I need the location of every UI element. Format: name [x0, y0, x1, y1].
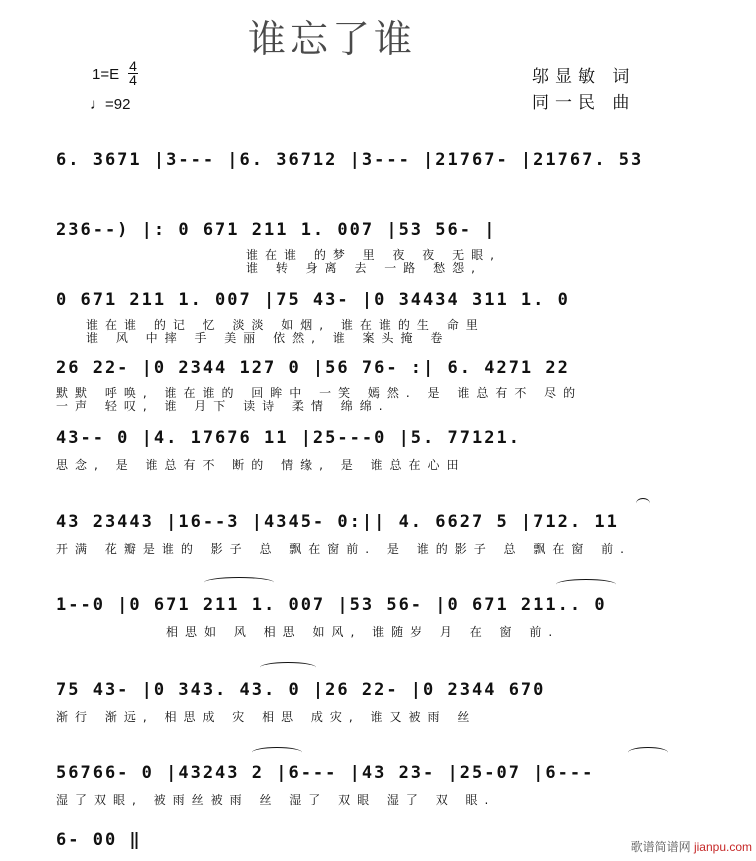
lyric-row-8: 渐行 渐远, 相思成 灾 相思 成灾, 谁又被雨 丝	[56, 710, 477, 724]
notes-row-10: 6- 00 ‖	[56, 830, 142, 850]
lyric-row-7: 相思如 风 相思 如风, 谁随岁 月 在 窗 前.	[166, 625, 560, 639]
slur-arc	[260, 662, 316, 673]
lyric-row-2-verse-2: 谁 转 身离 去 一路 愁怨,	[246, 261, 482, 275]
notes-row-4: 26 22- |0 2344 127 0 |56 76- :| 6. 4271 22	[56, 358, 570, 378]
lyric-row-9: 湿了双眼, 被雨丝被雨 丝 湿了 双眼 湿了 双 眼.	[56, 793, 496, 807]
staff-row-5	[56, 428, 700, 472]
notes-row-3: 0 671 211 1. 007 |75 43- |0 34434 311 1. 0	[56, 290, 570, 310]
slur-arc	[204, 577, 274, 588]
staff-row-8	[56, 680, 700, 724]
lyric-row-5: 思念, 是 谁总有不 断的 情缘, 是 谁总在心田	[56, 458, 466, 472]
time-signature	[128, 60, 138, 87]
notes-row-8: 75 43- |0 343. 43. 0 |26 22- |0 2344 670	[56, 680, 546, 700]
composer-credit: 同一民 曲	[532, 93, 636, 113]
lyric-row-3-verse-2: 谁 风 中摔 手 美丽 依然, 谁 案头掩 卷	[86, 331, 450, 345]
tempo-marking: ♩=92	[90, 96, 131, 113]
staff-row-9	[56, 763, 700, 807]
key-signature: 1=E	[92, 66, 120, 83]
lyricist-credit: 邬显敏 词	[532, 67, 636, 87]
time-signature-bottom: 4	[129, 72, 137, 88]
staff-row-10	[56, 830, 256, 852]
slur-arc	[556, 579, 616, 590]
staff-row-7	[56, 595, 700, 639]
staff-row-2	[56, 220, 700, 275]
staff-row-3	[56, 290, 700, 345]
slur-arc	[252, 747, 302, 758]
staff-row-1	[56, 150, 700, 172]
staff-row-4	[56, 358, 700, 413]
tie-arc	[636, 498, 650, 509]
song-title: 谁忘了谁	[248, 17, 417, 61]
time-signature-top: 4	[129, 58, 137, 74]
watermark	[631, 838, 752, 855]
staff-row-6	[56, 512, 700, 556]
lyric-row-6: 开满 花瓣是谁的 影子 总 飘在窗前. 是 谁的影子 总 飘在窗 前.	[56, 542, 631, 556]
watermark-site-url: jianpu.com	[693, 840, 752, 854]
lyric-row-4-verse-1: 默默 呼唤, 谁在谁的 回眸中 一笑 嫣然. 是 谁总有不 尽的	[56, 386, 583, 400]
watermark-site-name: 歌谱简谱网	[630, 840, 691, 854]
lyric-row-4-verse-2: 一声 轻叹, 谁 月下 读诗 柔情 绵绵.	[56, 399, 390, 413]
notes-row-6: 43 23443 |16--3 |4345- 0:|| 4. 6627 5 |712. 11	[56, 512, 619, 532]
slur-arc	[628, 747, 668, 758]
notes-row-1: 6. 3671 |3--- |6. 36712 |3--- |21767- |21767. 53	[56, 150, 644, 170]
notes-row-2: 236--) |: 0 671 211 1. 007 |53 56- |	[56, 220, 497, 240]
lyric-row-3-verse-1: 谁在谁 的记 忆 淡淡 如烟, 谁在谁的生 命里	[86, 318, 485, 332]
notes-row-5: 43-- 0 |4. 17676 11 |25---0 |5. 77121.	[56, 428, 521, 448]
notes-row-7: 1--0 |0 671 211 1. 007 |53 56- |0 671 211.. 0	[56, 595, 607, 615]
notes-row-9: 56766- 0 |43243 2 |6--- |43 23- |25-07 |6---	[56, 763, 595, 783]
lyric-row-2-verse-1: 谁在谁 的梦 里 夜 夜 无眼,	[246, 248, 501, 262]
